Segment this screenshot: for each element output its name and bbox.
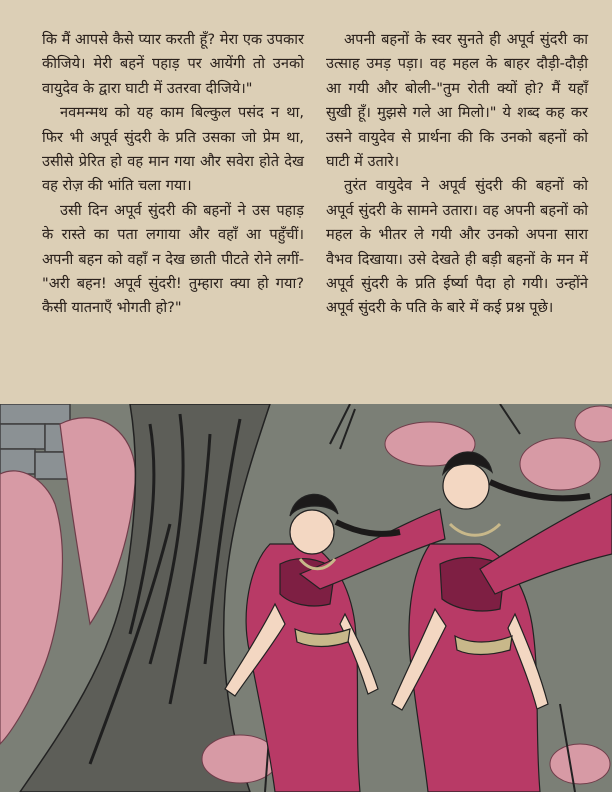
paragraph: नवमन्मथ को यह काम बिल्कुल पसंद न था, फिर भी अपूर्व सुंदरी के प्रति उसका जो प्रेम था, उसीसे प्रेरित हो वह मान गया और सवेरा होते देख वह रोज़ की भांति चला गया। bbox=[42, 104, 304, 195]
paragraph: तुरंत वायुदेव ने अपूर्व सुंदरी की बहनों को अपूर्व सुंदरी के सामने उतारा। वह अपनी बहनों को महल के भीतर ले गयी और उनको अपना सारा वैभव दिखाया। उसे देखते ही बड़ी बहनों के मन में अपूर्व सुंदरी के प्रति ईर्ष्या पैदा हो गयी। उन्होंने अपूर्व सुंदरी के पति के बारे में कई प्रश्न पूछे। bbox=[326, 177, 588, 317]
paragraph: उसी दिन अपूर्व सुंदरी की बहनों ने उस पहाड़ के रास्ते का पता लगाया और वहाँ आ पहुँचीं। अपनी बहन को वहाँ न देख छाती पीटते रोने लगीं-"अरी बहन! अपूर्व सुंदरी! तुम्हारा क्या हो गया? कैसी यातनाएँ भोगती हो?" bbox=[42, 201, 304, 317]
right-column bbox=[326, 28, 588, 321]
paragraph: अपनी बहनों के स्वर सुनते ही अपूर्व सुंदरी का उत्साह उमड़ पड़ा। वह महल के बाहर दौड़ी-दौड़ी आ गयी और बोली-"तुम रोती क्यों हो? मैं यहाँ सुखी हूँ। मुझसे गले आ मिलो।" ये शब्द कह कर उसने वायुदेव से प्रार्थना की कि उनको बहनों को घाटी में उतारे। bbox=[326, 31, 588, 171]
illustration-art bbox=[0, 404, 612, 792]
paragraph: कि मैं आपसे कैसे प्यार करती हूँ? मेरा एक उपकार कीजिये। मेरी बहनें पहाड़ पर आयेंगी तो उनको वायुदेव के द्वारा घाटी में उतरवा दीजिये।" bbox=[42, 31, 304, 97]
story-text bbox=[40, 28, 588, 400]
left-column bbox=[42, 28, 304, 321]
story-illustration bbox=[0, 404, 612, 792]
